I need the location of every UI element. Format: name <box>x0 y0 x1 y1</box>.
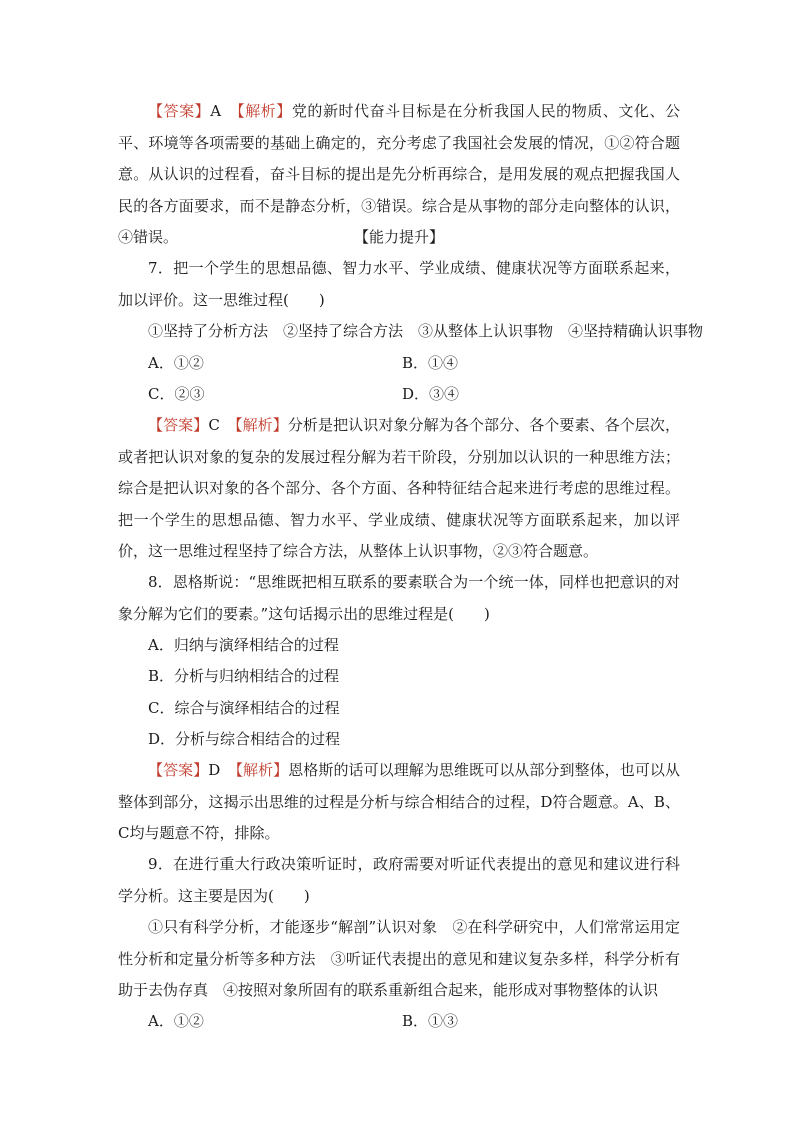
q9-option-b: B．①③ <box>402 1012 459 1030</box>
q7-answer-paragraph <box>118 410 680 568</box>
q6-answer-letter: A <box>210 102 222 120</box>
q7-option-d: D．③④ <box>402 385 460 403</box>
analysis-tag: 【解析】 <box>237 102 292 120</box>
q8-option-c: C．综合与演绎相结合的过程 <box>148 699 340 717</box>
q7-option-a: A．①② <box>148 354 204 372</box>
analysis-tag: 【解析】 <box>235 416 288 434</box>
answer-tag: 【答案】 <box>148 416 209 434</box>
q9-option-a: A．①② <box>148 1012 204 1030</box>
answer-tag: 【答案】 <box>148 761 209 779</box>
q8-option-d: D．分析与综合相结合的过程 <box>148 730 341 748</box>
q9-stem: 9．在进行重大行政决策听证时，政府需要对听证代表提出的意见和建议进行科学分析。这主要是因为( ) <box>118 855 680 905</box>
q7-option-b: B．①④ <box>402 354 459 372</box>
section-title: 【能力提升】 <box>353 228 444 246</box>
q8-stem: 8．恩格斯说：“思维既把相互联系的要素联合为一个统一体，同样也把意识的对象分解为它们的要素。”这句话揭示出的思维过程是( ) <box>118 573 680 623</box>
q7-analysis-text: 分析是把认识对象分解为各个部分、各个要素、各个层次，或者把认识对象的复杂的发展过程分解为若干阶段，分别加以认识的一种思维方法；综合是把认识对象的各个部分、各个方面、各种特征结合起来进行考虑的思维过程。把一个学生的思想品德、智力水平、学业成绩、健康状况等方面联系起来，加以评价，这一思维过程坚持了综合方法，从整体上认识事物，②③符合题意。 <box>118 416 680 560</box>
q8-analysis-text: 恩格斯的话可以理解为思维既可以从部分到整体，也可以从整体到部分，这揭示出思维的过程是分析与综合相结合的过程，D符合题意。A、B、C均与题意不符，排除。 <box>118 761 680 842</box>
q8-option-a: A．归纳与演绎相结合的过程 <box>148 636 339 654</box>
analysis-tag: 【解析】 <box>235 761 289 779</box>
q7-stem: 7．把一个学生的思想品德、智力水平、学业成绩、健康状况等方面联系起来，加以评价。这一思维过程( ) <box>118 259 680 309</box>
q8-answer-letter: D <box>208 761 221 779</box>
q9-statements: ①只有科学分析，才能逐步“解剖”认识对象 ②在科学研究中，人们常常运用定性分析和定量分析等多种方法 ③听证代表提出的意见和建议复杂多样，科学分析有助于去伪存真 ④按照对象所固有的联系重新组合起来，能形成对事物整体的认识 <box>118 918 680 999</box>
q8-option-b: B．分析与归纳相结合的过程 <box>148 667 340 685</box>
q7-statements: ①坚持了分析方法 ②坚持了综合方法 ③从整体上认识事物 ④坚持精确认识事物 <box>148 322 704 340</box>
q8-answer-paragraph <box>118 755 680 850</box>
q7-option-c: C．②③ <box>148 385 205 403</box>
answer-tag: 【答案】 <box>148 102 211 120</box>
q7-answer-letter: C <box>208 416 220 434</box>
q6-analysis-text: 党的新时代奋斗目标是在分析我国人民的物质、文化、公平、环境等各项需要的基础上确定的，充分考虑了我国社会发展的情况，①②符合题意。从认识的过程看，奋斗目标的提出是先分析再综合，是用发展的观点把握我国人民的各方面要求，而不是静态分析，③错误。综合是从事物的部分走向整体的认识，④错误。 <box>118 102 680 246</box>
